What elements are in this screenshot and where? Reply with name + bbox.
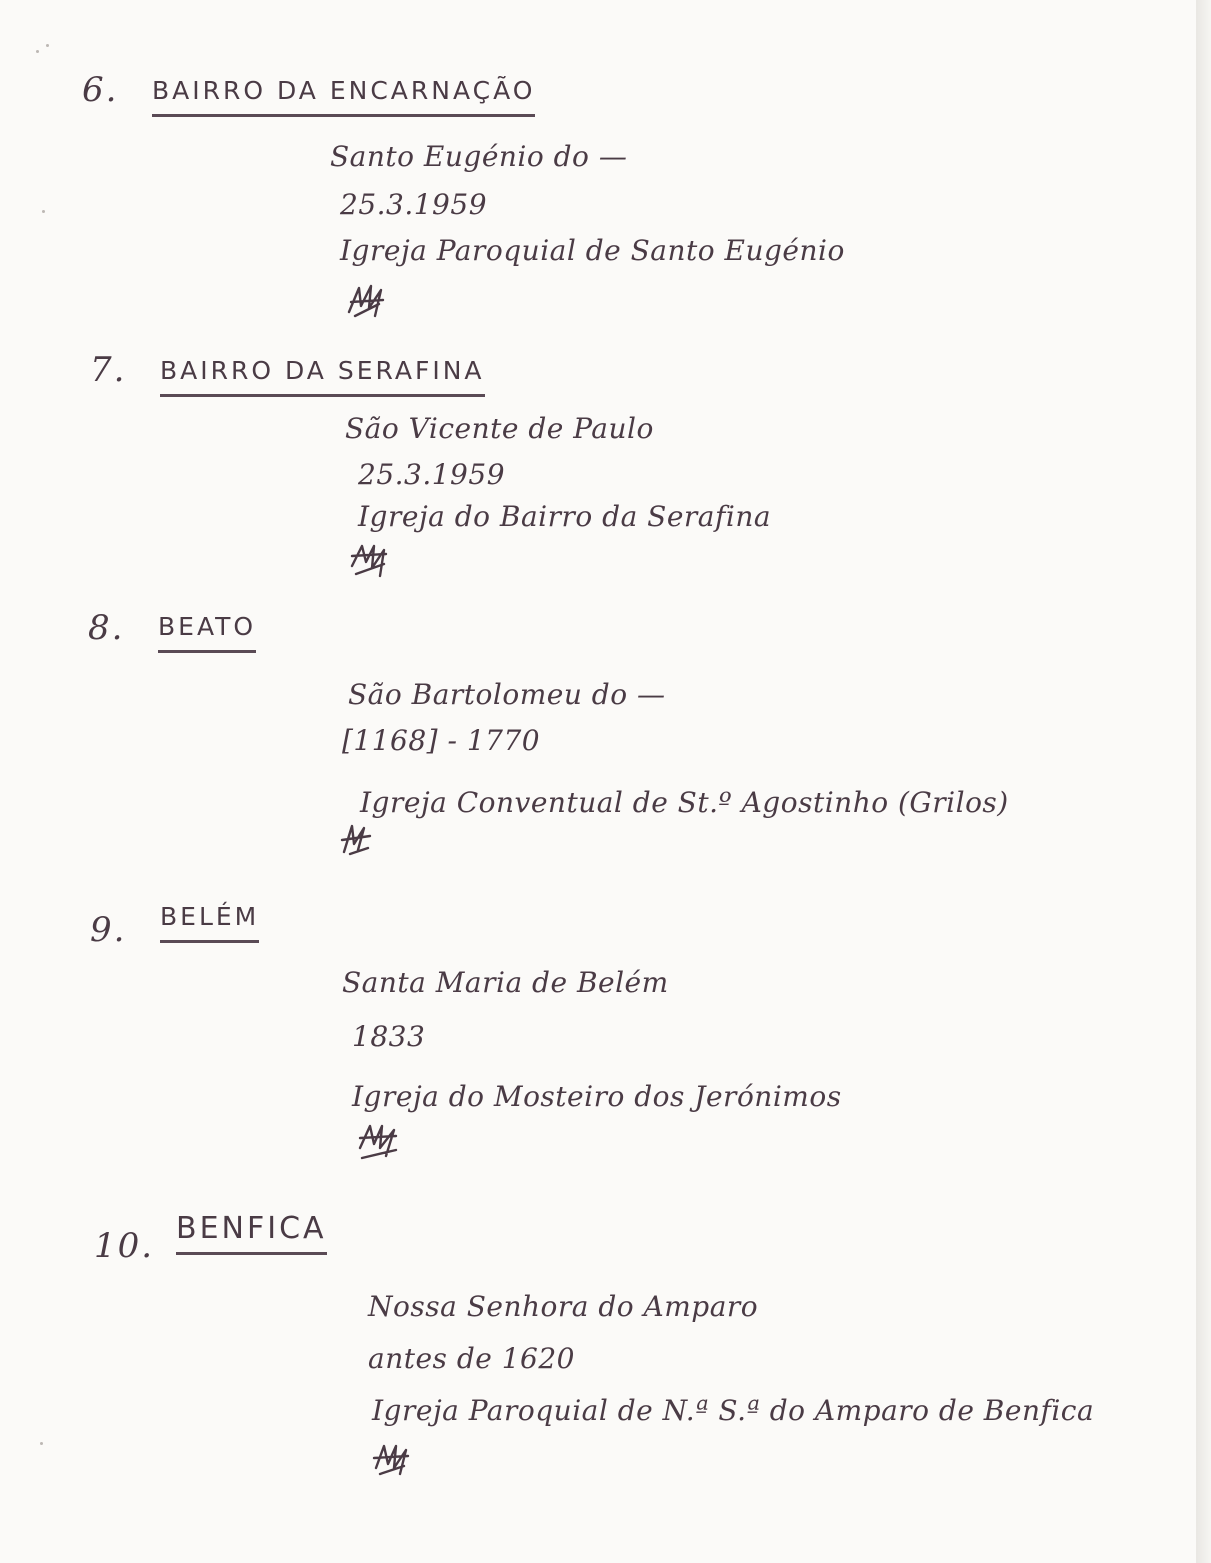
entry-number: 8. bbox=[88, 608, 125, 648]
scribble-mark-icon bbox=[370, 1438, 414, 1478]
entry-date: 25.3.1959 bbox=[358, 458, 506, 491]
paper-speck bbox=[46, 44, 49, 47]
page-edge bbox=[1196, 0, 1211, 1563]
entry-date: antes de 1620 bbox=[368, 1342, 575, 1375]
scribble-mark-icon bbox=[348, 540, 392, 580]
entry-church: Igreja Paroquial de Santo Eugénio bbox=[340, 234, 845, 267]
scribble-mark-icon bbox=[356, 1120, 400, 1160]
entry-church: Igreja Paroquial de N.ª S.ª do Amparo de Benfica bbox=[372, 1394, 1095, 1427]
entry-number: 6. bbox=[82, 70, 119, 110]
entry-heading: BELÉM bbox=[160, 900, 259, 943]
entry-church: Igreja do Mosteiro dos Jerónimos bbox=[352, 1080, 842, 1113]
scribble-mark-icon bbox=[336, 818, 380, 858]
entry-patron: Santo Eugénio do — bbox=[330, 140, 628, 173]
entry-patron: São Vicente de Paulo bbox=[345, 412, 654, 445]
entry-patron: Nossa Senhora do Amparo bbox=[368, 1290, 759, 1323]
entry-heading: BAIRRO DA ENCARNAÇÃO bbox=[152, 74, 535, 117]
scribble-mark-icon bbox=[345, 282, 389, 322]
entry-church: Igreja do Bairro da Serafina bbox=[358, 500, 772, 533]
entry-number: 10. bbox=[94, 1226, 155, 1266]
paper-speck bbox=[42, 210, 45, 213]
entry-date: [1168] - 1770 bbox=[342, 724, 541, 757]
entry-patron: Santa Maria de Belém bbox=[342, 966, 669, 999]
entry-heading: BENFICA bbox=[176, 1212, 327, 1255]
entry-date: 1833 bbox=[352, 1020, 426, 1053]
entry-patron: São Bartolomeu do — bbox=[348, 678, 666, 711]
paper-speck bbox=[36, 50, 39, 53]
entry-church: Igreja Conventual de St.º Agostinho (Grilos) bbox=[360, 786, 1009, 819]
entry-number: 7. bbox=[90, 350, 127, 390]
paper-speck bbox=[40, 1442, 43, 1445]
entry-number: 9. bbox=[90, 910, 127, 950]
entry-heading: BAIRRO DA SERAFINA bbox=[160, 354, 485, 397]
entry-heading: BEATO bbox=[158, 610, 256, 653]
entry-date: 25.3.1959 bbox=[340, 188, 488, 221]
